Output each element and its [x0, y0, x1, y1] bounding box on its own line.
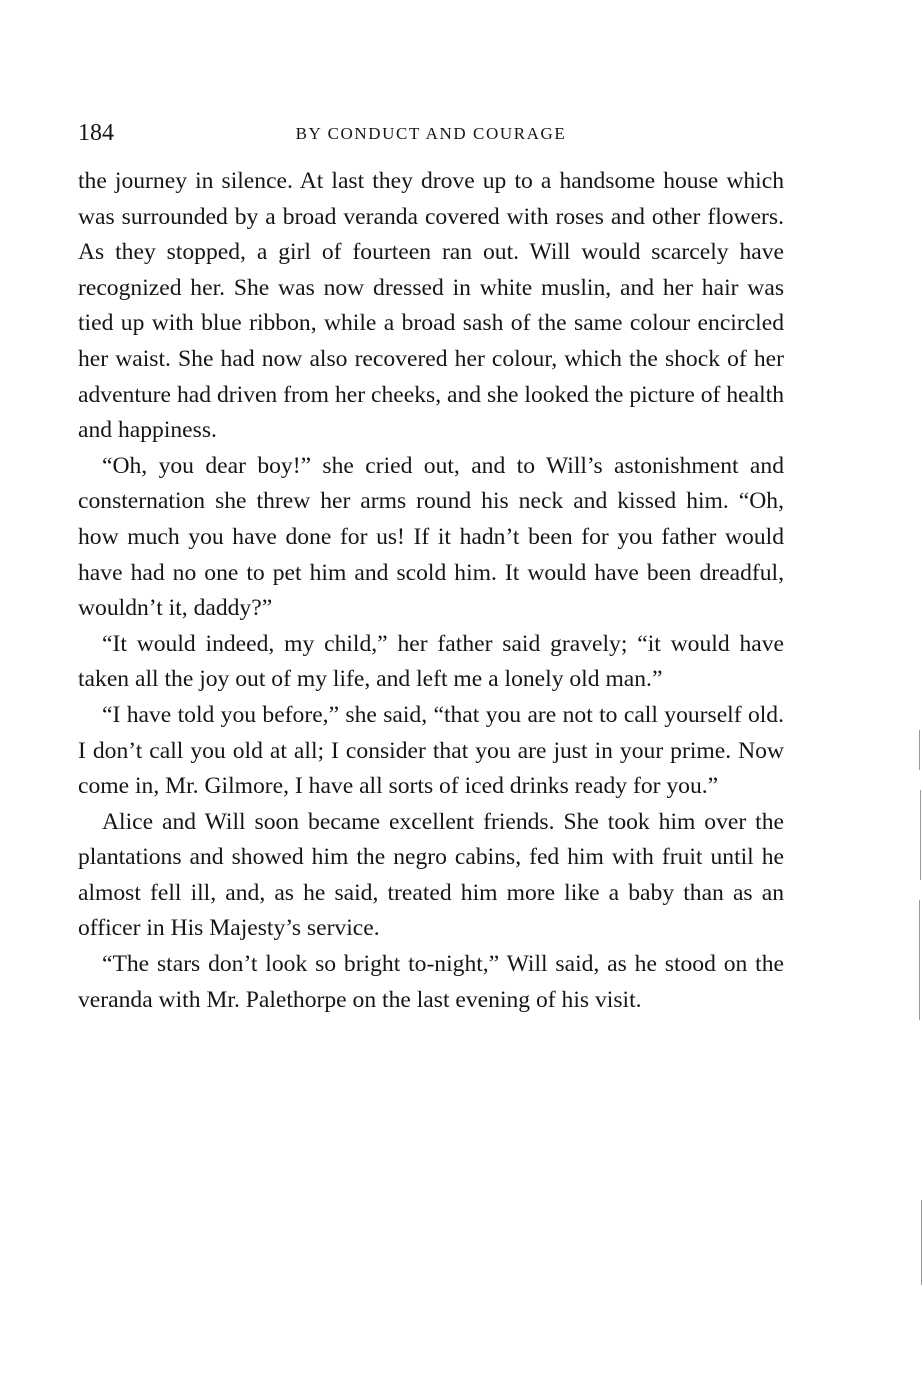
body-text [78, 164, 784, 1018]
paragraph: Alice and Will soon became excellent friends. She took him over the plantations and showed him the negro cabins, fed him with fruit until he almost fell ill, and, as he said, treated him more like a baby than as an officer in His Majesty’s service. [78, 808, 784, 942]
paragraph: “The stars don’t look so bright to-night,” Will said, as he stood on the veranda with Mr. Palethorpe on the last evening of his visit. [78, 951, 784, 1013]
paragraph: the journey in silence. At last they drove up to a handsome house which was surrounded by a broad veranda covered with roses and other flowers. As they stopped, a girl of fourteen ran out. Will would scarcely have recognized her. She was now dressed in white muslin, and her hair was tied up with blue ribbon, while a broad sash of the same colour encircled her waist. She had now also recovered her colour, which the shock of her adventure had driven from her cheeks, and she looked the picture of health and happiness. [78, 168, 784, 444]
paragraph: “Oh, you dear boy!” she cried out, and to Will’s astonishment and consternation she threw her arms round his neck and kissed him. “Oh, how much you have done for us! If it hadn’t been for you father would have had no one to pet him and scold him. It would have been dreadful, wouldn’t it, daddy?” [78, 452, 784, 622]
running-title: BY CONDUCT AND COURAGE [295, 124, 567, 143]
scan-edge-marks [917, 730, 923, 1290]
page-number: 184 [78, 120, 114, 146]
page-header [78, 118, 784, 148]
paragraph: “I have told you before,” she said, “that you are not to call yourself old. I don’t call you old at all; I consider that you are just in your prime. Now come in, Mr. Gilmore, I have all sorts of iced drinks ready for you.” [78, 701, 784, 800]
paragraph: “It would indeed, my child,” her father said gravely; “it would have taken all the joy out of my life, and left me a lonely old man.” [78, 630, 784, 693]
